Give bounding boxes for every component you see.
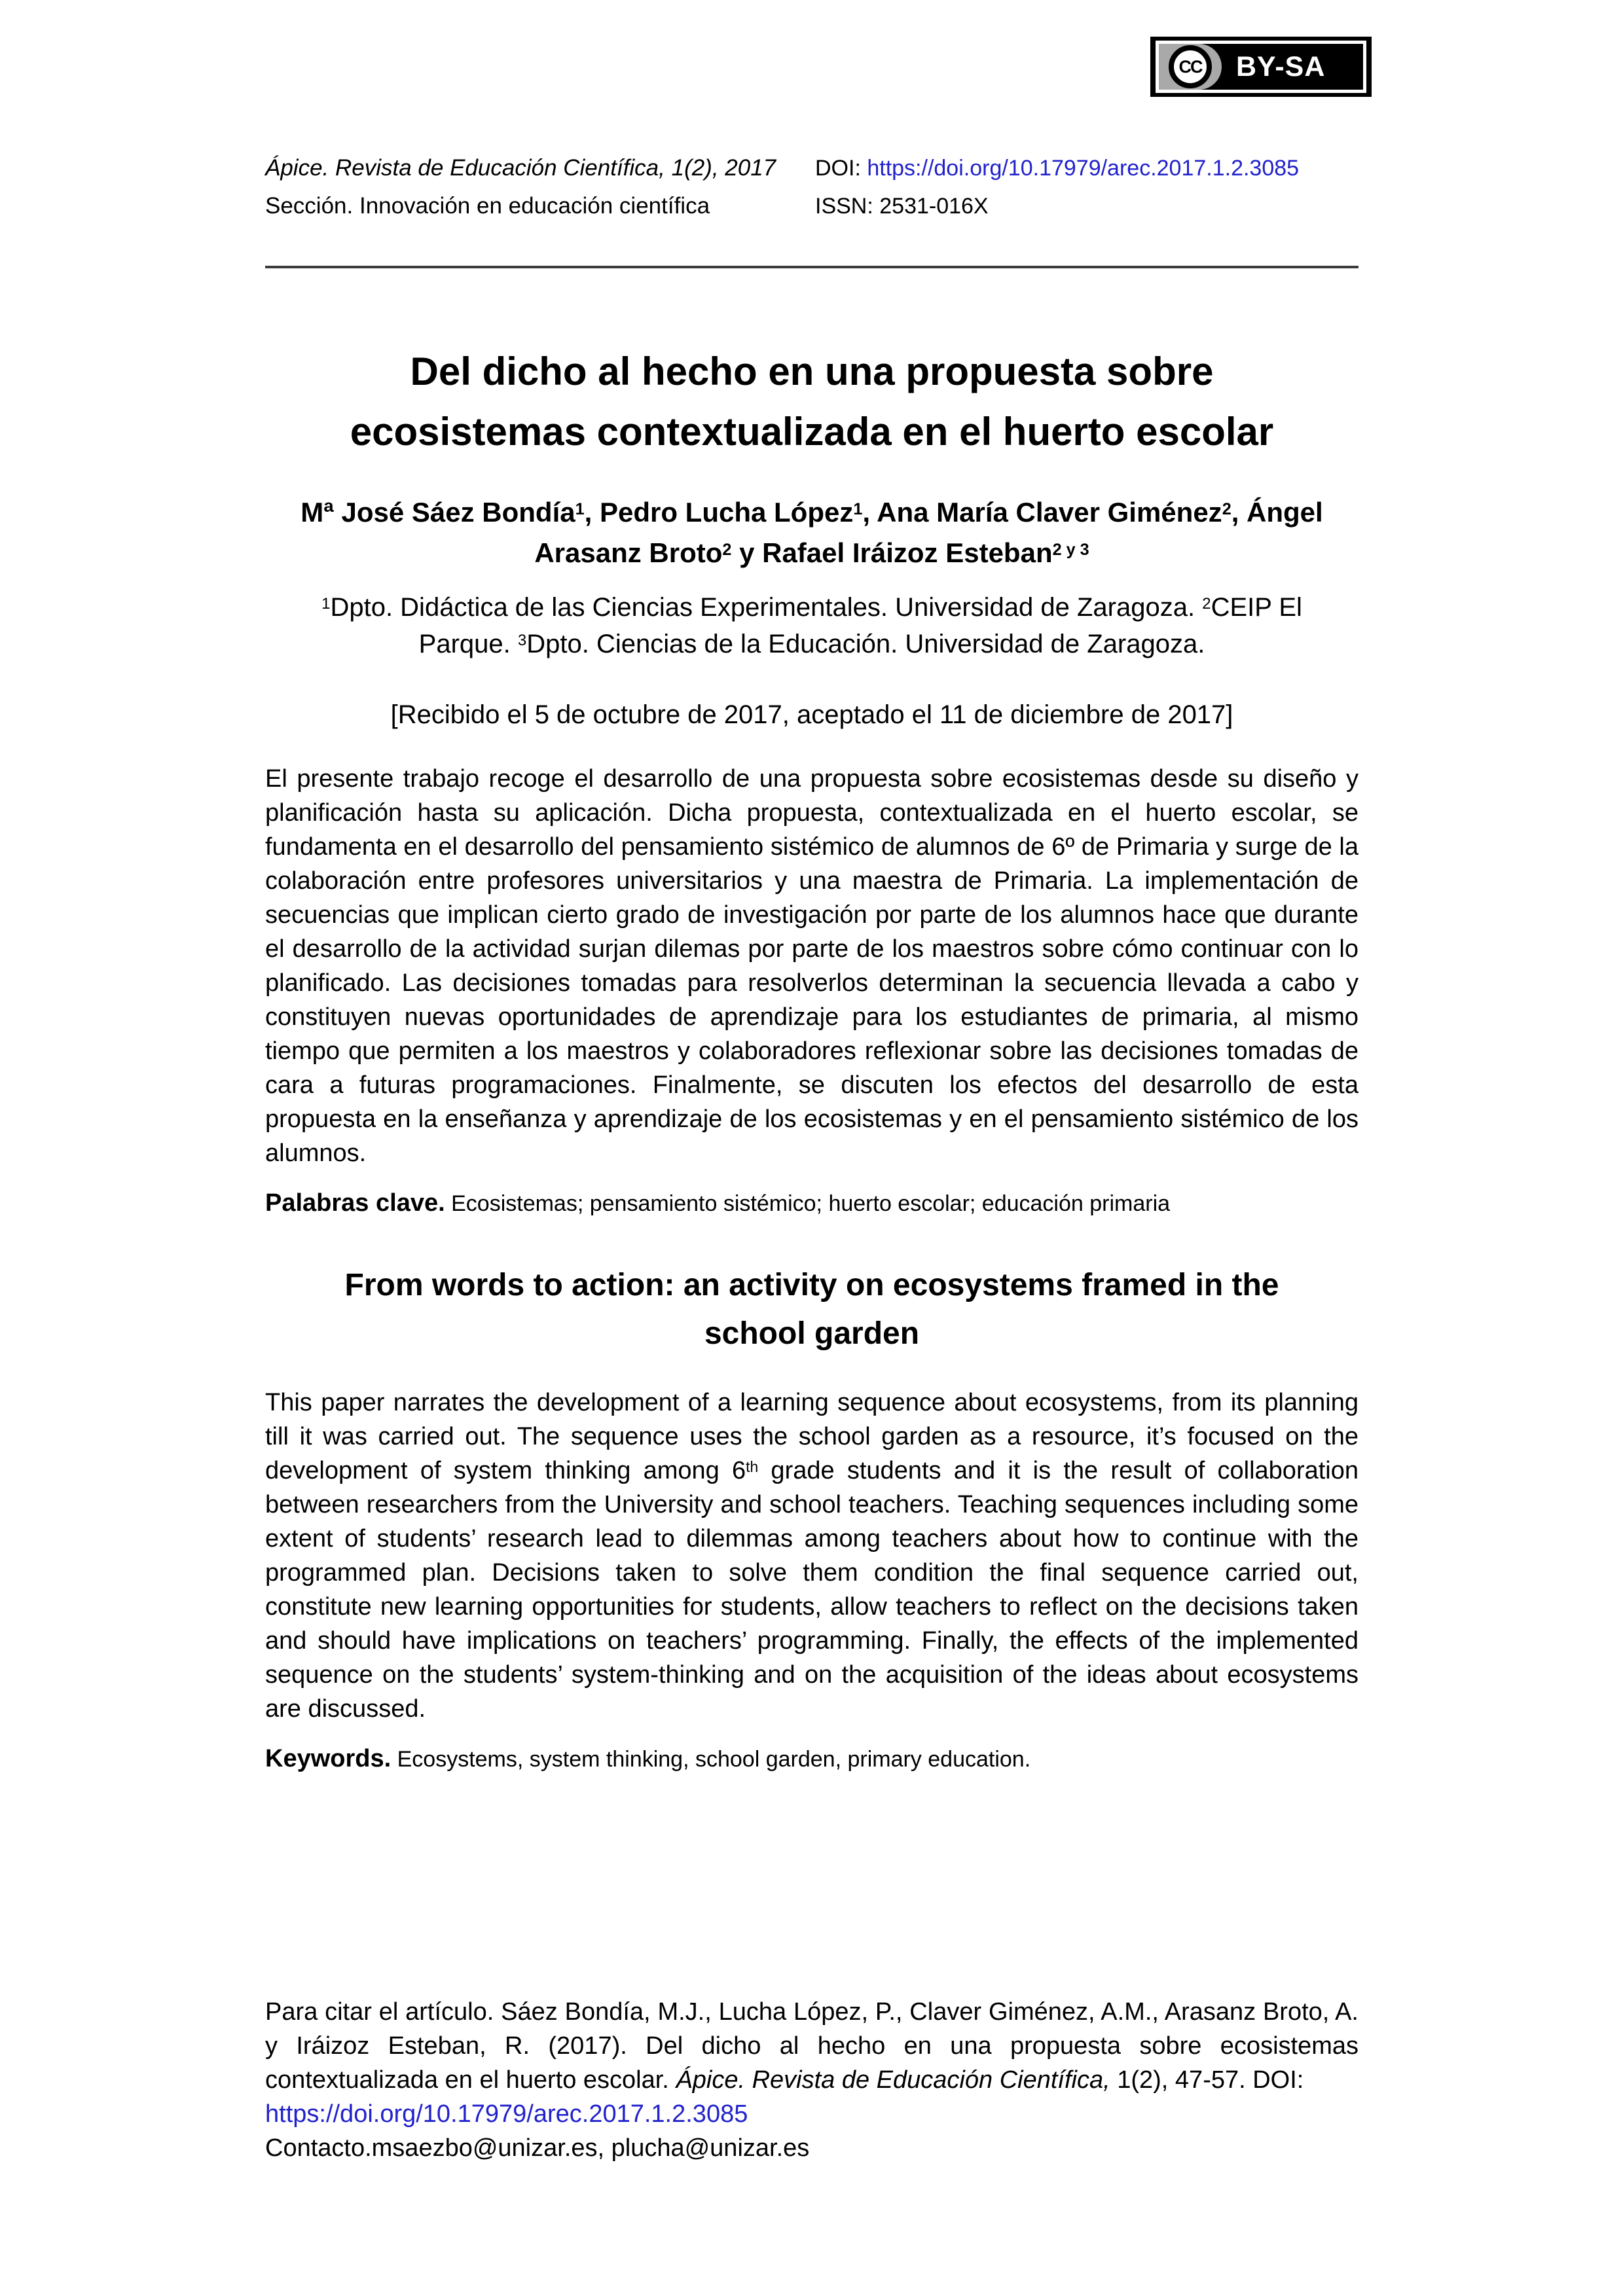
doi-link[interactable]: https://doi.org/10.17979/arec.2017.1.2.3085 bbox=[867, 156, 1300, 181]
author-1: Mª José Sáez Bondía bbox=[301, 497, 575, 528]
authors-line bbox=[265, 492, 1359, 573]
affiliations bbox=[265, 589, 1359, 662]
article-title-en-line2: school garden bbox=[704, 1316, 920, 1351]
affiliation-2-part2: Parque. bbox=[418, 630, 518, 658]
author-5-sup: 2 y 3 bbox=[1052, 540, 1089, 559]
palabras-clave-text: Ecosistemas; pensamiento sistémico; huerto escolar; educación primaria bbox=[445, 1191, 1171, 1216]
abstract-es: El presente trabajo recoge el desarrollo de una propuesta sobre ecosistemas desde su diseño y planificación hasta su aplicación. Dicha propuesta, contextualizada en el huerto escolar, se fundamenta en el desarrollo del pensamiento sistémico de alumnos de 6º de Primaria y surge de la colaboración entre profesores universitarios y una maestra de Primaria. La implementación de secuencias que implican cierto grado de investigación por parte de los alumnos hace que durante el desarrollo de la actividad surjan dilemas por parte de los maestros sobre cómo continuar con lo planificado. Las decisiones tomadas para resolverlos determinan la secuencia llevada a cabo y constituyen nuevas oportunidades de aprendizaje para los estudiantes de primaria, al mismo tiempo que permiten a los maestros y colaboradores reflexionar sobre las decisiones tomadas de cara a futuras programaciones. Finalmente, se discuten los efectos del desarrollo de esta propuesta en la enseñanza y aprendizaje de los ecosistemas y en el pensamiento sistémico de los alumnos. bbox=[265, 765, 1359, 1167]
cc-license-label: BY-SA bbox=[1236, 50, 1326, 82]
citation-part2: 1(2), 47-57. DOI: bbox=[1110, 2066, 1304, 2094]
header-right bbox=[815, 149, 1359, 225]
cc-by-sa-badge[interactable] bbox=[1150, 37, 1372, 97]
section-line: Sección. Innovación en educación científica bbox=[265, 193, 710, 219]
citation-journal-name: Ápice. Revista de Educación Científica, bbox=[676, 2066, 1110, 2094]
abstract-en-ordinal-sup: th bbox=[746, 1458, 759, 1475]
affiliation-1-sup: 1 bbox=[321, 595, 331, 613]
contact-line: Contacto.msaezbo@unizar.es, plucha@unizar.es bbox=[265, 2134, 810, 2162]
affiliation-2-sup: 2 bbox=[1202, 595, 1211, 613]
keywords-label: Keywords. bbox=[265, 1745, 392, 1772]
author-4-part1: , Ángel bbox=[1231, 497, 1323, 528]
affiliation-3-sup: 3 bbox=[517, 632, 527, 650]
article-title-es bbox=[265, 342, 1359, 462]
author-4-part2: Arasanz Broto bbox=[534, 537, 723, 568]
abstract-en bbox=[265, 1386, 1359, 1726]
author-2-sup: 1 bbox=[853, 499, 863, 518]
article-title-es-line1: Del dicho al hecho en una propuesta sobre bbox=[410, 350, 1214, 393]
doi-label: DOI: bbox=[815, 156, 867, 181]
citation-part1: Para citar el artículo. Sáez Bondía, M.J., Lucha López, P., Claver Giménez, A.M., Arasanz Broto, A. y Iráizoz Esteban, R. (2017). Del dicho al hecho en una propuesta sobre ecosistemas contextualizada en el huerto escolar. bbox=[265, 1998, 1359, 2094]
author-3-sup: 2 bbox=[1222, 499, 1231, 518]
affiliation-1: Dpto. Didáctica de las Ciencias Experimentales. Universidad de Zaragoza. bbox=[330, 593, 1203, 622]
affiliation-3: Dpto. Ciencias de la Educación. Universidad de Zaragoza. bbox=[526, 630, 1205, 658]
cc-badge-gray-panel bbox=[1159, 44, 1222, 90]
abstract-en-part1: This paper narrates the development of a learning sequence about ecosystems, from its planning till it was carried out. The sequence uses the school garden as a resource, it’s focused on the development of system thinking among 6 bbox=[265, 1389, 1359, 1484]
header-divider bbox=[265, 266, 1359, 268]
author-1-sup: 1 bbox=[575, 499, 585, 518]
creative-commons-icon: CC bbox=[1169, 45, 1212, 88]
author-2: , Pedro Lucha López bbox=[584, 497, 854, 528]
author-4-sup: 2 bbox=[722, 540, 732, 559]
article-title-es-line2: ecosistemas contextualizada en el huerto escolar bbox=[350, 410, 1274, 454]
doi-line bbox=[815, 149, 1359, 187]
page-header bbox=[265, 0, 1359, 225]
article-title-en-line1: From words to action: an activity on ecosystems framed in the bbox=[344, 1268, 1279, 1302]
affiliation-2-part1: CEIP El bbox=[1211, 593, 1302, 622]
received-accepted-note: [Recibido el 5 de octubre de 2017, aceptado el 11 de diciembre de 2017] bbox=[390, 700, 1233, 729]
header-left bbox=[265, 149, 815, 225]
article-title-en bbox=[265, 1261, 1359, 1358]
journal-title-line: Ápice. Revista de Educación Científica, 1(2), 2017 bbox=[265, 155, 776, 181]
page-content bbox=[265, 0, 1359, 1775]
palabras-clave-label: Palabras clave. bbox=[265, 1189, 445, 1217]
cc-badge-inner bbox=[1156, 41, 1366, 93]
author-5: y Rafael Iráizoz Esteban bbox=[731, 537, 1053, 568]
author-3: , Ana María Claver Giménez bbox=[862, 497, 1222, 528]
issn-line: ISSN: 2531-016X bbox=[815, 194, 989, 219]
citation-paragraph bbox=[265, 1995, 1359, 2131]
citation-footer bbox=[265, 1995, 1359, 2165]
citation-doi-link[interactable]: https://doi.org/10.17979/arec.2017.1.2.3085 bbox=[265, 2100, 748, 2128]
palabras-clave-line bbox=[265, 1187, 1359, 1219]
keywords-line bbox=[265, 1743, 1359, 1775]
keywords-text: Ecosystems, system thinking, school garden, primary education. bbox=[391, 1747, 1031, 1772]
abstract-en-part2: grade students and it is the result of collaboration between researchers from the University and school teachers. Teaching sequences including some extent of students’ research lead to dilemmas among teachers about how to continue with the programmed plan. Decisions taken to solve them condition the final sequence carried out, constitute new learning opportunities for students, allow teachers to reflect on the decisions taken and should have implications on teachers’ programming. Finally, the effects of the implemented sequence on the students’ system-thinking and on the acquisition of the ideas about ecosystems are discussed. bbox=[265, 1457, 1359, 1723]
